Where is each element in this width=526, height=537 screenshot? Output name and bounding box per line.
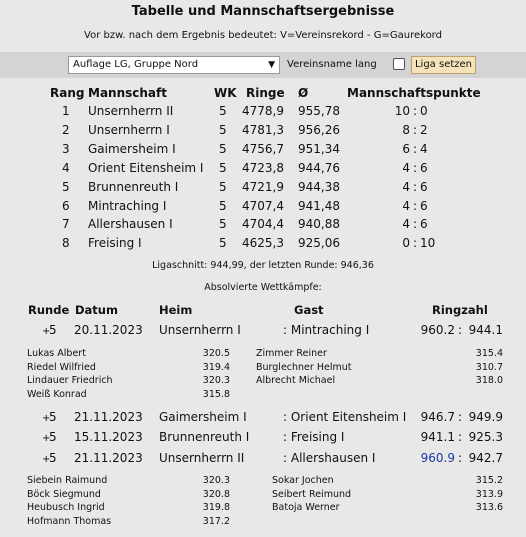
home-team: Brunnenreuth I — [159, 430, 250, 444]
average: 944,76 — [298, 160, 340, 175]
player-score: 310.7 — [475, 361, 503, 373]
header-ringzahl: Ringzahl — [432, 303, 488, 317]
wk-count: 5 — [219, 122, 227, 137]
away-team: : Allershausen I — [283, 451, 376, 465]
header-avg: Ø — [298, 86, 309, 100]
away-score: 942.7 — [468, 451, 503, 465]
expand-toggle[interactable]: + — [42, 433, 51, 444]
points-lost: 6 — [420, 160, 428, 175]
points-lost: 10 — [420, 236, 436, 251]
total-rings: 4625,3 — [242, 236, 284, 251]
round-number: 5 — [49, 430, 57, 444]
rank: 4 — [62, 160, 70, 175]
header-datum: Datum — [75, 303, 118, 317]
points-separator: : — [413, 236, 418, 251]
header-heim: Heim — [159, 303, 193, 317]
header-ringe: Ringe — [246, 86, 285, 100]
team-name: Orient Eitensheim I — [88, 160, 204, 175]
player-score: 320.8 — [202, 488, 230, 500]
player-score: 313.9 — [475, 488, 503, 500]
player-score: 317.2 — [202, 515, 230, 527]
away-score: 925.3 — [468, 430, 503, 444]
score-separator: : — [458, 430, 463, 444]
points-lost: 6 — [420, 198, 428, 213]
score-separator: : — [458, 410, 463, 424]
player-score: 320.5 — [202, 348, 230, 359]
player-name: Sokar Jochen — [272, 475, 334, 486]
points-won: 6 — [402, 141, 410, 156]
average: 941,48 — [298, 198, 340, 213]
home-score: 960.9 — [420, 451, 455, 465]
total-rings: 4721,9 — [242, 179, 284, 194]
points-separator: : — [413, 141, 418, 156]
player-name: Lukas Albert — [27, 348, 86, 359]
legend-note: Vor bzw. nach dem Ergebnis bedeutet: V=Vereinsrekord - G=Gaurekord — [84, 30, 442, 41]
header-punkte: Mannschaftspunkte — [347, 86, 481, 100]
ligaschnitt: Ligaschnitt: 944,99, der letzten Runde: 946,36 — [152, 260, 374, 271]
round-number: 5 — [49, 323, 57, 337]
player-score: 315.4 — [475, 348, 503, 359]
team-name: Freising I — [88, 236, 142, 251]
home-score: 946.7 — [420, 410, 455, 424]
points-lost: 2 — [420, 122, 428, 137]
points-won: 8 — [402, 122, 410, 137]
player-name: Albrecht Michael — [256, 375, 336, 386]
points-won: 10 — [394, 104, 410, 118]
points-lost: 4 — [420, 141, 428, 156]
player-name: Lindauer Friedrich — [27, 375, 113, 386]
player-name: Zimmer Reiner — [256, 348, 327, 359]
home-team: Unsernherrn I — [159, 323, 241, 337]
player-score: 315.8 — [202, 388, 230, 400]
points-separator: : — [413, 198, 418, 213]
player-name: Batoja Werner — [272, 502, 340, 513]
points-separator: : — [413, 179, 418, 194]
total-rings: 4704,4 — [242, 217, 284, 232]
player-name: Siebein Raimund — [27, 475, 108, 486]
team-name: Gaimersheim I — [88, 141, 176, 156]
league-select-value: Auflage LG, Gruppe Nord — [73, 59, 199, 70]
player-name: Heubusch Ingrid — [27, 502, 105, 513]
player-name: Hofmann Thomas — [27, 515, 112, 527]
wk-count: 5 — [219, 198, 227, 213]
total-rings: 4707,4 — [242, 198, 284, 213]
rank: 1 — [62, 104, 70, 118]
rank: 3 — [62, 141, 70, 156]
away-team: : Orient Eitensheim I — [283, 410, 407, 424]
wk-count: 5 — [219, 141, 227, 156]
rank: 5 — [62, 179, 70, 194]
rank: 8 — [62, 236, 70, 251]
round-number: 5 — [49, 410, 57, 424]
match-date: 21.11.2023 — [74, 451, 143, 465]
team-name: Unsernherrn I — [88, 122, 170, 137]
header-wk: WK — [214, 86, 237, 100]
home-team: Unsernherrn II — [159, 451, 245, 465]
total-rings: 4778,9 — [242, 104, 284, 118]
score-separator: : — [458, 451, 463, 465]
score-separator: : — [458, 323, 463, 337]
home-team: Gaimersheim I — [159, 410, 247, 424]
page-title: Tabelle und Mannschaftsergebnisse — [131, 4, 395, 19]
liga-setzen-button[interactable]: Liga setzen — [411, 56, 476, 74]
average: 956,26 — [298, 122, 340, 137]
expand-toggle[interactable]: + — [42, 413, 51, 424]
total-rings: 4756,7 — [242, 141, 284, 156]
average: 944,38 — [298, 179, 340, 194]
player-name: Riedel Wilfried — [27, 361, 96, 373]
total-rings: 4781,3 — [242, 122, 284, 137]
header-runde: Runde — [28, 303, 70, 317]
points-separator: : — [413, 160, 418, 175]
average: 951,34 — [298, 141, 340, 156]
matches-section-title: Absolvierte Wettkämpfe: — [204, 282, 322, 293]
expand-toggle[interactable]: + — [42, 454, 51, 465]
player-score: 319.4 — [202, 361, 230, 373]
match-date: 15.11.2023 — [74, 430, 143, 444]
team-name: Allershausen I — [88, 217, 173, 232]
player-name: Böck Siegmund — [27, 488, 101, 500]
round-number: 5 — [49, 451, 57, 465]
points-won: 4 — [402, 198, 410, 213]
player-score: 319.8 — [202, 502, 230, 513]
away-team: : Mintraching I — [283, 323, 370, 337]
wk-count: 5 — [219, 104, 227, 118]
rank: 6 — [62, 198, 70, 213]
vereinsname-checkbox[interactable] — [393, 58, 405, 70]
points-won: 4 — [402, 179, 410, 194]
player-score: 318.0 — [475, 375, 503, 386]
player-name: Burglechner Helmut — [256, 361, 352, 373]
player-score: 320.3 — [202, 375, 230, 386]
player-score: 320.3 — [202, 475, 230, 486]
vereinsname-label: Vereinsname lang — [287, 59, 377, 70]
average: 925,06 — [298, 236, 340, 251]
away-score: 949.9 — [468, 410, 503, 424]
player-score: 315.2 — [475, 475, 503, 486]
points-lost: 0 — [420, 104, 428, 118]
team-name: Mintraching I — [88, 198, 167, 213]
team-name: Unsernherrn II — [88, 104, 174, 118]
match-date: 21.11.2023 — [74, 410, 143, 424]
away-score: 944.1 — [468, 323, 503, 337]
expand-toggle[interactable]: + — [42, 326, 51, 337]
rank: 7 — [62, 217, 70, 232]
player-name: Seibert Reimund — [272, 488, 352, 500]
points-lost: 6 — [420, 179, 428, 194]
points-won: 4 — [402, 217, 410, 232]
player-name: Weiß Konrad — [27, 388, 87, 400]
points-separator: : — [413, 217, 418, 232]
player-score: 313.6 — [475, 502, 503, 513]
chevron-down-icon: ▼ — [268, 60, 275, 70]
points-separator: : — [413, 122, 418, 137]
header-rang: Rang — [50, 86, 85, 100]
wk-count: 5 — [219, 217, 227, 232]
header-gast: Gast — [294, 303, 324, 317]
average: 955,78 — [298, 104, 340, 118]
points-won: 0 — [402, 236, 410, 251]
average: 940,88 — [298, 217, 340, 232]
wk-count: 5 — [219, 179, 227, 194]
wk-count: 5 — [219, 160, 227, 175]
points-won: 4 — [402, 160, 410, 175]
points-separator: : — [413, 104, 418, 118]
rank: 2 — [62, 122, 70, 137]
header-mannschaft: Mannschaft — [88, 86, 167, 100]
team-name: Brunnenreuth I — [88, 179, 179, 194]
total-rings: 4723,8 — [242, 160, 284, 175]
points-lost: 6 — [420, 217, 428, 232]
home-score: 960.2 — [420, 323, 455, 337]
league-select[interactable] — [68, 56, 280, 74]
match-date: 20.11.2023 — [74, 323, 143, 337]
home-score: 941.1 — [420, 430, 455, 444]
away-team: : Freising I — [283, 430, 345, 444]
wk-count: 5 — [219, 236, 227, 251]
